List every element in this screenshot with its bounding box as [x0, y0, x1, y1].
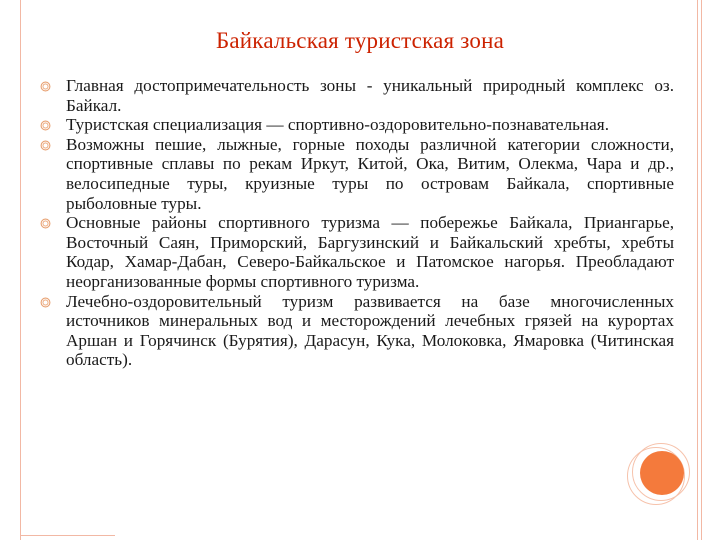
circled-dot-icon: [40, 120, 51, 131]
circled-dot-icon: [40, 140, 51, 151]
circled-dot-icon: [40, 297, 51, 308]
bullet-text: Туристская специализация — спортивно-оздоровительно-познавательная.: [66, 115, 610, 135]
decorative-orange-circle: [640, 451, 684, 495]
bullet-item: [40, 115, 674, 135]
frame-bottom-line: [20, 535, 115, 536]
frame-left-line: [20, 0, 21, 540]
bullet-list: [40, 76, 674, 370]
bullet-text: Главная достопримечательность зоны - уникальный природный комплекс оз. Байкал.: [66, 76, 674, 115]
bullet-text: Лечебно-оздоровительный туризм развивается на базе многочисленных источников минеральных вод и месторождений лечебных грязей на курортах Аршан и Горячинск (Бурятия), Дарасун, Кука, Молоковка, Ямаровка (Читинская область).: [66, 291, 674, 370]
circled-dot-icon: [40, 81, 51, 92]
slide-title: Байкальская туристская зона: [215, 28, 505, 53]
frame-right-inner-line: [697, 0, 698, 540]
bullet-text: Возможны пешие, лыжные, горные походы различной категории сложности, спортивные сплавы по рекам Иркут, Китой, Ока, Витим, Олекма, Чара и др., велосипедные туры, круизные туры по островам Байкала, спортивные рыболовные туры.: [66, 134, 674, 213]
bullet-item: [40, 292, 674, 370]
bullet-text: Основные районы спортивного туризма — побережье Байкала, Приангарье, Восточный Саян, Приморский, Баргузинский и Байкальский хребты, хребты Кодар, Хамар-Дабан, Северо-Байкальское и Патомское нагорья. Преобладают неорганизованные формы спортивного туризма.: [66, 213, 674, 291]
bullet-item: [40, 135, 674, 213]
circled-dot-icon: [40, 218, 51, 229]
frame-right-outer-line: [701, 0, 702, 540]
bullet-item: [40, 76, 674, 115]
bullet-item: [40, 213, 674, 291]
